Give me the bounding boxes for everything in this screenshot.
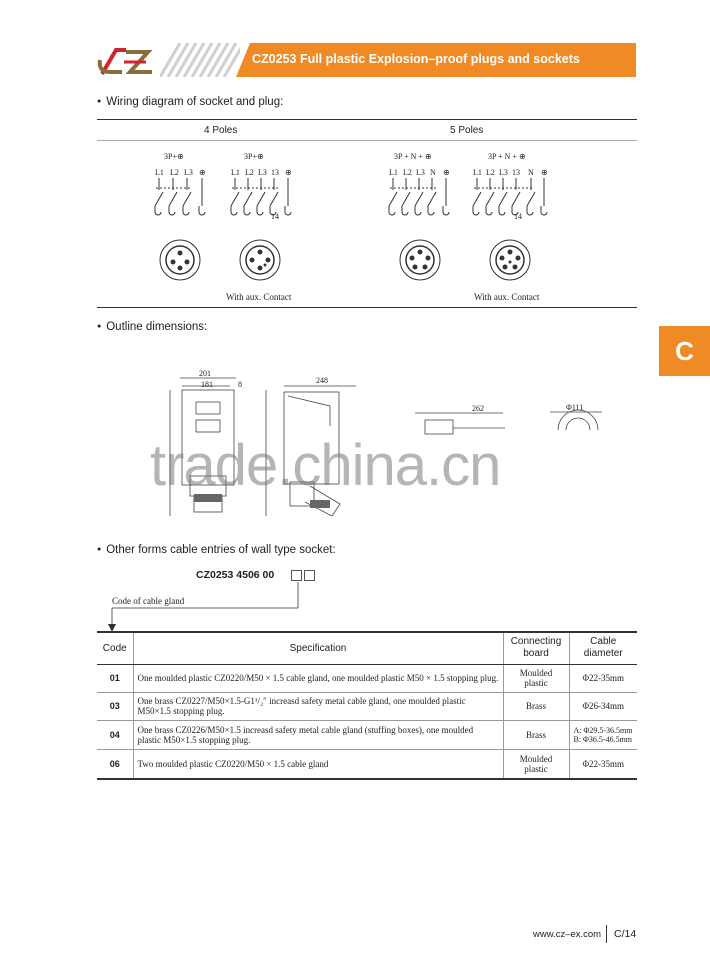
table-row [97,664,637,692]
terminal-label: ⊕ [199,168,206,177]
row-cable: Φ26-34mm [569,692,637,720]
divider [97,307,637,308]
row-cable: Φ22-35mm [569,749,637,779]
col-header-code: Code [97,632,133,664]
dimension-label: 201 [199,369,211,378]
divider [97,119,637,120]
terminal-label: ⊕ [285,168,292,177]
terminal-label: N [528,168,534,177]
wiring-formula: 3P+⊕ [164,152,184,161]
terminal-label: N [430,168,436,177]
watermark: trade.china.cn [150,433,501,498]
row-code: 04 [97,720,133,749]
terminal-label: L2 [170,168,179,177]
switch-diagram [226,176,298,218]
terminal-label: L3 [258,168,267,177]
row-spec: Two moulded plastic CZ0220/M50 × 1.5 cable gland [133,749,503,779]
divider [97,140,637,141]
aux-terminal-label: 14 [514,212,522,221]
row-cable: A: Φ29.5-36.5mm B: Φ36.5-46.5mm [569,720,637,749]
socket-face-icon [158,238,202,282]
code-leader-line [108,580,308,632]
dimension-label: 8 [238,380,242,389]
terminal-label: L3 [499,168,508,177]
col-header-spec: Specification [133,632,503,664]
table-row [97,749,637,779]
company-logo [96,44,154,78]
socket-face-icon [398,238,442,282]
terminal-label: ⊕ [541,168,548,177]
switch-diagram [150,176,212,218]
cable-entries-table [97,631,637,780]
table-row [97,692,637,720]
terminal-label: 13 [512,168,520,177]
terminal-label: L1 [155,168,164,177]
socket-face-icon [488,238,532,282]
terminal-label: L3 [184,168,193,177]
footer-url[interactable]: www.cz–ex.com [533,929,602,940]
header-hatch-decoration [160,43,240,77]
cable-entries-heading: ● Other forms cable entries of wall type socket: [97,544,336,556]
row-cable: Φ22-35mm [569,664,637,692]
wiring-formula: 3P + N + ⊕ [488,152,526,161]
section-tab: C [659,326,710,376]
row-board: Moulded plastic [503,749,569,779]
row-board: Moulded plastic [503,664,569,692]
dimension-label: 248 [316,376,328,385]
terminal-label: L3 [416,168,425,177]
row-code: 06 [97,749,133,779]
wiring-formula: 3P+⊕ [244,152,264,161]
page-number: C/14 [614,928,637,940]
dimension-label: Φ111 [566,403,584,412]
row-code: 03 [97,692,133,720]
row-spec: One brass CZ0227/M50×1.5-G1¹/₂″ increasd safety metal cable gland, one moulded plastic M50×1.5 stopping plug. [133,692,503,720]
terminal-label: L1 [231,168,240,177]
row-board: Brass [503,720,569,749]
aux-terminal-label: 14 [271,212,279,221]
terminal-label: 13 [271,168,279,177]
aux-caption: With aux. Contact [226,292,292,302]
terminal-label: L2 [403,168,412,177]
four-poles-label: 4 Poles [204,125,238,136]
model-number: CZ0253 4506 00 [196,569,275,581]
dimension-label: 262 [472,404,484,413]
socket-face-icon [238,238,282,282]
footer-separator [606,925,607,943]
table-row [97,720,637,749]
terminal-label: L2 [245,168,254,177]
terminal-label: ⊕ [443,168,450,177]
outline-heading: ● Outline dimensions: [97,321,207,333]
col-header-cable: Cable diameter [569,632,637,664]
row-spec: One moulded plastic CZ0220/M50 × 1.5 cable gland, one moulded plastic M50 × 1.5 stopping plug. [133,664,503,692]
terminal-label: L1 [473,168,482,177]
switch-diagram [384,176,456,218]
aux-caption: With aux. Contact [474,292,540,302]
code-of-cable-gland-label: Code of cable gland [112,596,185,606]
col-header-board: Connecting board [503,632,569,664]
switch-diagram [468,176,552,218]
page-title: CZ0253 Full plastic Explosion–proof plugs and sockets [252,52,580,66]
row-board: Brass [503,692,569,720]
wiring-heading: ● Wiring diagram of socket and plug: [97,96,283,108]
row-code: 01 [97,664,133,692]
terminal-label: L1 [389,168,398,177]
dimension-label: 181 [201,380,213,389]
row-spec: One brass CZ0226/M50×1.5 increasd safety metal cable gland (stuffing boxes), one moulded plastic M50×1.5 stopping plug. [133,720,503,749]
five-poles-label: 5 Poles [450,125,484,136]
wiring-formula: 3P + N + ⊕ [394,152,432,161]
terminal-label: L2 [486,168,495,177]
